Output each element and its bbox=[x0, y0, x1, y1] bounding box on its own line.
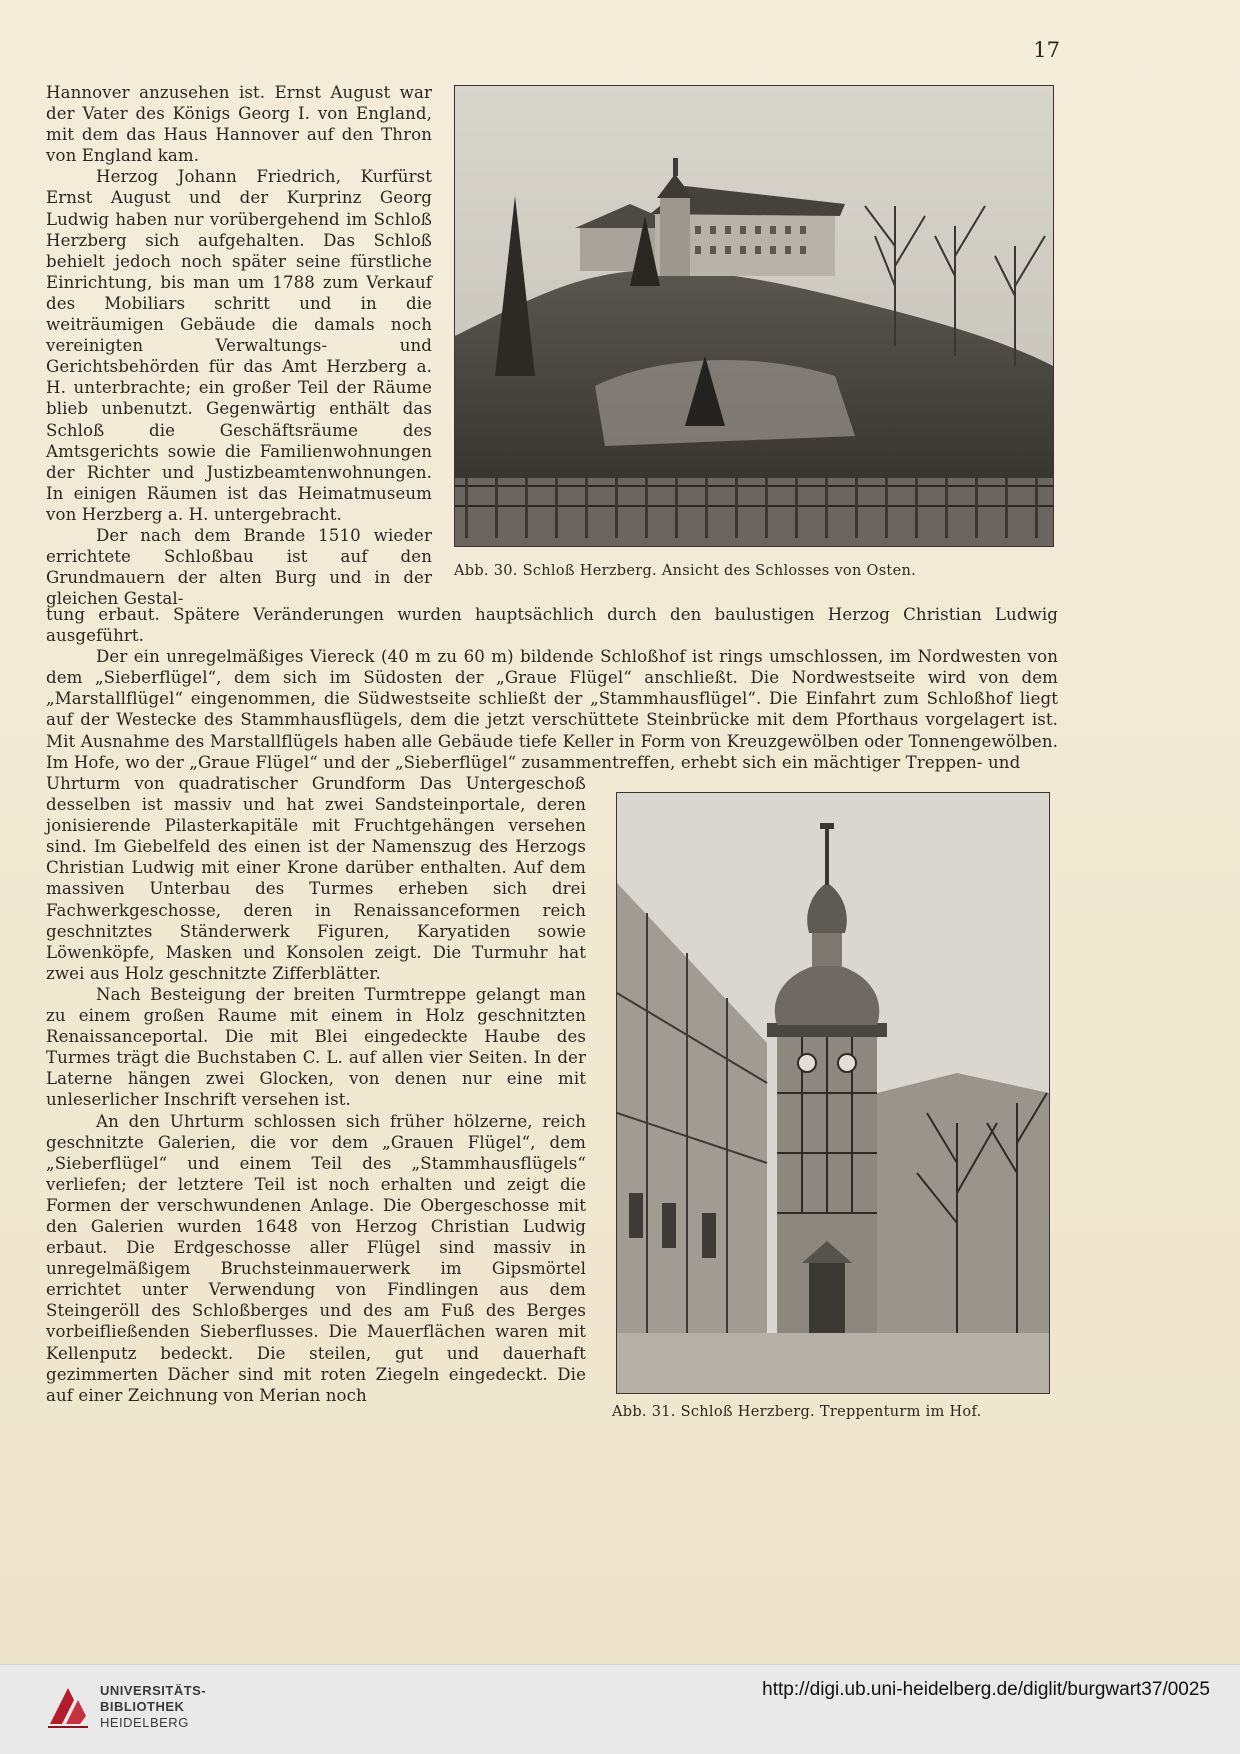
figure-caption: Abb. 31. Schloß Herzberg. Treppenturm im Hof. bbox=[612, 1404, 982, 1420]
library-logo-icon bbox=[44, 1680, 92, 1730]
paragraph: Nach Besteigung der breiten Turmtreppe gelangt man zu einem großen Raume mit einem in Holz geschnitzten Renaissanceportal. Die mit Blei eingedeckte Haube des Turmes trägt die Buchstaben C. L. auf allen vier Seiten. In der Laterne hängen zwei Glocken, von denen nur eine mit unleserlicher Inschrift versehen ist. bbox=[46, 984, 586, 1110]
text-column-full-width bbox=[46, 604, 1058, 773]
paragraph: An den Uhrturm schlossen sich früher hölzerne, reich geschnitzte Galerien, die vor dem „Grauen Flügel“, dem „Sieberflügel“ und einem Teil des „Stammhausflügels“ verliefen; der letztere Teil ist noch erhalten und zeigt die Formen der verschwundenen Anlage. Die Obergeschosse mit den Galerien wurden 1648 von Herzog Christian Ludwig erbaut. Die Erdgeschosse aller Flügel sind massiv in unregelmäßigem Bruchsteinmauerwerk im Gipsmörtel errichtet unter Verwendung von Findlingen aus dem Steingeröll des Schloßberges und des am Fuß des Berges vorbeifließenden Sieberflusses. Die Mauerflächen waren mit Kellenputz bedeckt. Die steilen, gut und dauerhaft gezimmerten Dächer sind mit roten Ziegeln eingedeckt. Die auf einer Zeichnung von Merian noch bbox=[46, 1111, 586, 1405]
figure-castle-east-view bbox=[454, 85, 1054, 547]
paragraph: tung erbaut. Spätere Veränderungen wurden hauptsächlich durch den baulustigen Herzog Christian Ludwig ausgeführt. bbox=[46, 605, 1058, 646]
paragraph: Uhrturm von quadratischer Grundform Das Untergeschoß desselben ist massiv und hat zwei Sandsteinportale, deren jonisierende Pilasterkapitäle mit Fruchtgehängen versehen sind. Im Giebelfeld des einen ist der Namenszug des Herzogs Christian Ludwig mit einer Krone darüber enthalten. Auf dem massiven Unterbau des Turmes erheben sich drei Fachwerkgeschosse, deren in Renaissanceformen reich geschnitztes Ständerwerk Figuren, Karyatiden sowie Löwenköpfe, Masken und Konsolen zeigt. Die Turmuhr hat zwei aus Holz geschnitzte Zifferblätter. bbox=[46, 774, 586, 983]
paragraph: Der nach dem Brande 1510 wieder errichtete Schloßbau ist auf den Grundmauern der alten Burg und in der gleichen Gestal- bbox=[46, 525, 432, 609]
logo-text-line: BIBLIOTHEK bbox=[100, 1699, 185, 1714]
logo-text-line: HEIDELBERG bbox=[100, 1715, 189, 1730]
text-column-left-bottom bbox=[46, 773, 586, 1406]
source-url-link[interactable]: http://digi.ub.uni-heidelberg.de/diglit/burgwart37/0025 bbox=[762, 1679, 1210, 1700]
castle-photo-image bbox=[455, 86, 1053, 546]
text-column-left-top bbox=[46, 82, 432, 609]
page-number: 17 bbox=[1033, 38, 1060, 62]
paragraph: Hannover anzusehen ist. Ernst August war der Vater des Königs Georg I. von England, mit dem das Haus Hannover auf den Thron von England kam. bbox=[46, 83, 432, 166]
figure-caption: Abb. 30. Schloß Herzberg. Ansicht des Schlosses von Osten. bbox=[454, 563, 916, 579]
footer-bar bbox=[0, 1664, 1240, 1754]
logo-text-line: UNIVERSITÄTS- bbox=[100, 1683, 207, 1698]
figure-stair-tower bbox=[616, 792, 1050, 1394]
paragraph: Herzog Johann Friedrich, Kurfürst Ernst August und der Kurprinz Georg Ludwig haben nur vorübergehend im Schloß Herzberg sich aufgehalten. Das Schloß behielt jedoch noch später seine fürstliche Einrichtung, bis man um 1788 zum Verkauf des Mobiliars schritt und in die weiträumigen Gebäude die damals noch vereinigten Verwaltungs- und Gerichtsbehörden für das Amt Herzberg a. H. unterbrachte; ein großer Teil der Räume blieb unbenutzt. Gegenwärtig enthält das Schloß die Geschäftsräume des Amtsgerichts sowie die Familienwohnungen der Richter und Justizbeamtenwohnungen. In einigen Räumen ist das Heimatmuseum von Herzberg a. H. untergebracht. bbox=[46, 167, 432, 524]
paragraph: Der ein unregelmäßiges Viereck (40 m zu 60 m) bildende Schloßhof ist rings umschlossen, im Nordwesten von dem „Sieberflügel“, dem sich im Südosten der „Graue Flügel“ anschließt. Die Nordwestseite wird von dem „Marstallflügel“ eingenommen, die Südwestseite schließt der „Stammhausflügel“. Die Einfahrt zum Schloßhof liegt auf der Westecke des Stammhausflügels, dem die jetzt verschüttete Steinbrücke mit dem Pforthaus vorgelagert ist. Mit Ausnahme des Marstallflügels haben alle Gebäude tiefe Keller in Form von Kreuzgewölben oder Tonnengewölben. Im Hofe, wo der „Graue Flügel“ und der „Sieberflügel“ zusammentreffen, erhebt sich ein mächtiger Treppen- und bbox=[46, 647, 1058, 772]
tower-photo-image bbox=[617, 793, 1049, 1393]
